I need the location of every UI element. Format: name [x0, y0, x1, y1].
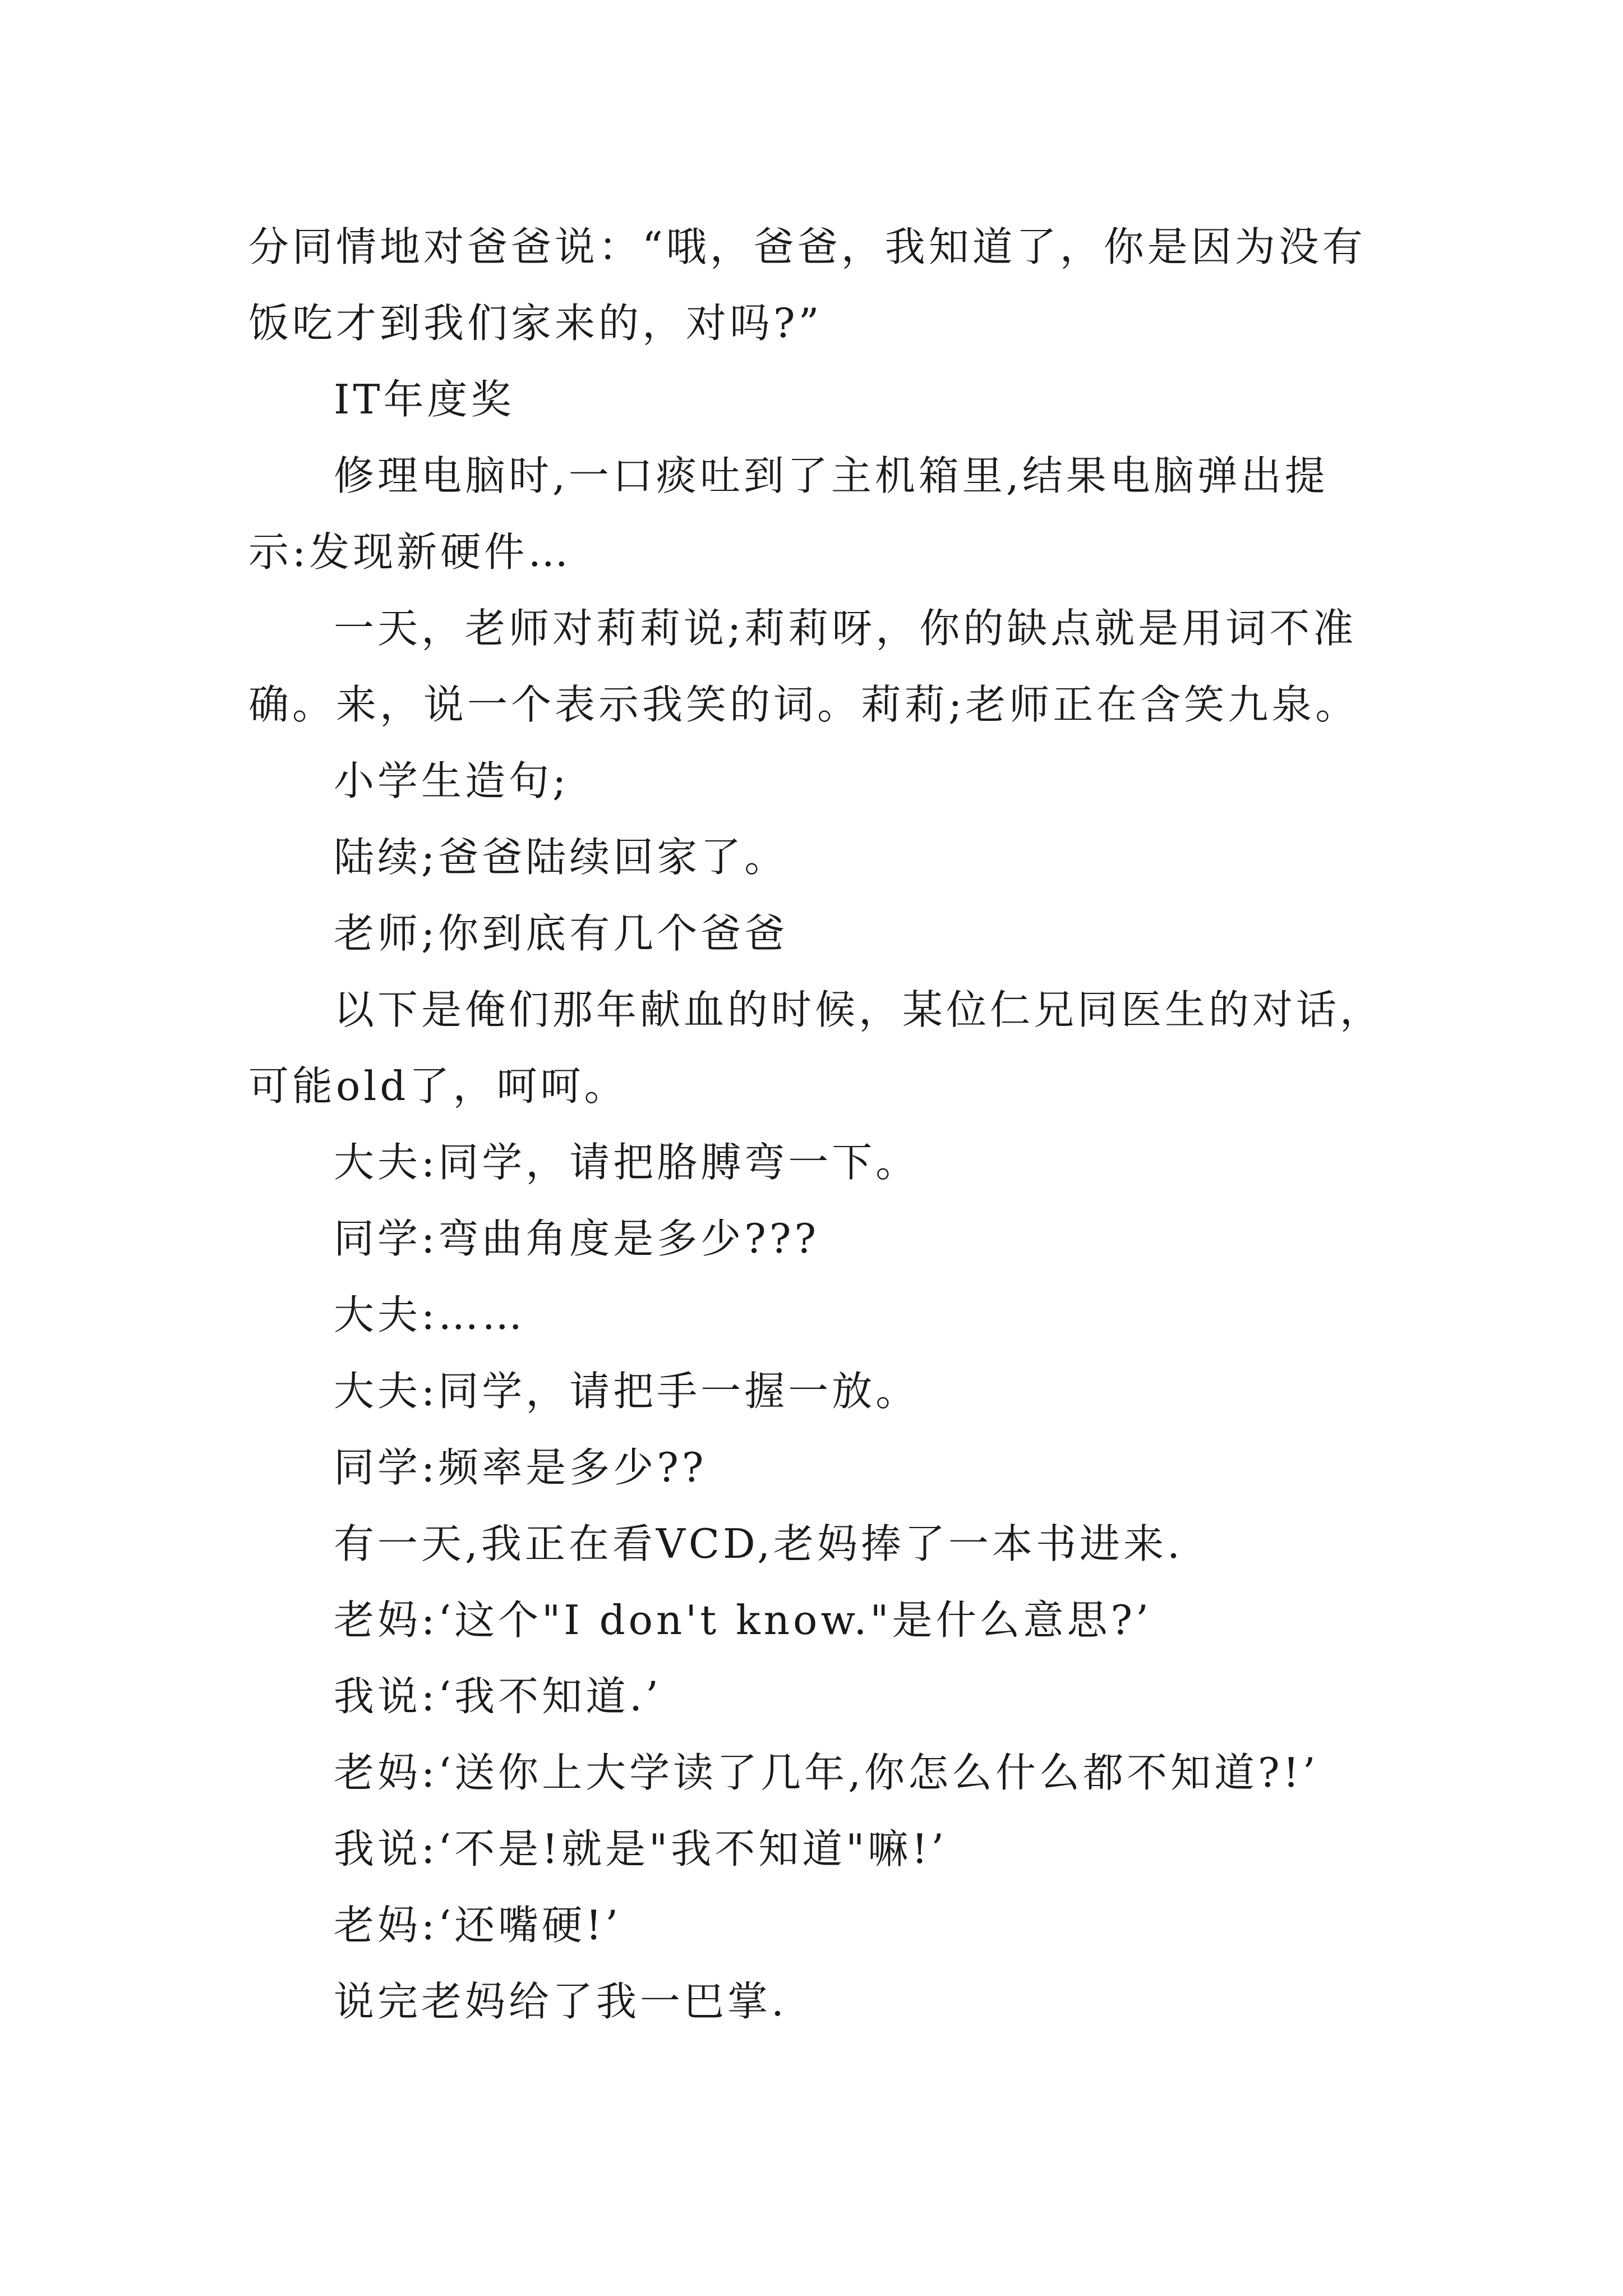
- text-line: 小学生造句;: [334, 757, 570, 804]
- dialogue-line: 大夫:同学，请把手一握一放。: [334, 1368, 920, 1415]
- document-body: [248, 209, 1387, 2040]
- dialogue-line: 老妈:‘还嘴硬!’: [334, 1902, 621, 1949]
- text-line: 陆续;爸爸陆续回家了。: [334, 834, 789, 881]
- dialogue-line: 老妈:‘这个"I don't know."是什么意思?’: [334, 1596, 1152, 1644]
- dialogue-line: 老妈:‘送你上大学读了几年,你怎么什么都不知道?!’: [334, 1749, 1319, 1796]
- text-line: 以下是俺们那年献血的时候，某位仁兄同医生的对话，: [334, 986, 1384, 1033]
- text-line: 修理电脑时,一口痰吐到了主机箱里,结果电脑弹出提: [334, 452, 1329, 499]
- text-line: 示:发现新硬件…: [248, 528, 572, 576]
- text-line: 一天，老师对莉莉说;莉莉呀，你的缺点就是用词不准: [334, 605, 1357, 652]
- text-line: 分同情地对爸爸说：“哦，爸爸，我知道了，你是因为没有: [248, 223, 1366, 270]
- text-line: 说完老妈给了我一巴掌.: [334, 1978, 787, 2025]
- dialogue-line: 我说:‘我不知道.’: [334, 1673, 662, 1720]
- text-line: 饭吃才到我们家来的，对吗?”: [248, 300, 823, 347]
- dialogue-line: 大夫:同学，请把胳膊弯一下。: [334, 1139, 920, 1186]
- text-line: 老师;你到底有几个爸爸: [334, 910, 789, 957]
- dialogue-line: 我说:‘不是!就是"我不知道"嘛!’: [334, 1825, 948, 1872]
- text-line: 确。来，说一个表示我笑的词。莉莉;老师正在含笑九泉。: [248, 681, 1359, 728]
- dialogue-line: 同学:弯曲角度是多少???: [334, 1215, 820, 1262]
- dialogue-line: 大夫:……: [334, 1291, 526, 1338]
- text-line: 有一天,我正在看VCD,老妈捧了一本书进来.: [334, 1520, 1183, 1567]
- section-title: IT年度奖: [334, 376, 515, 423]
- dialogue-line: 同学:频率是多少??: [334, 1444, 707, 1491]
- text-line: 可能old了，呵呵。: [248, 1062, 628, 1110]
